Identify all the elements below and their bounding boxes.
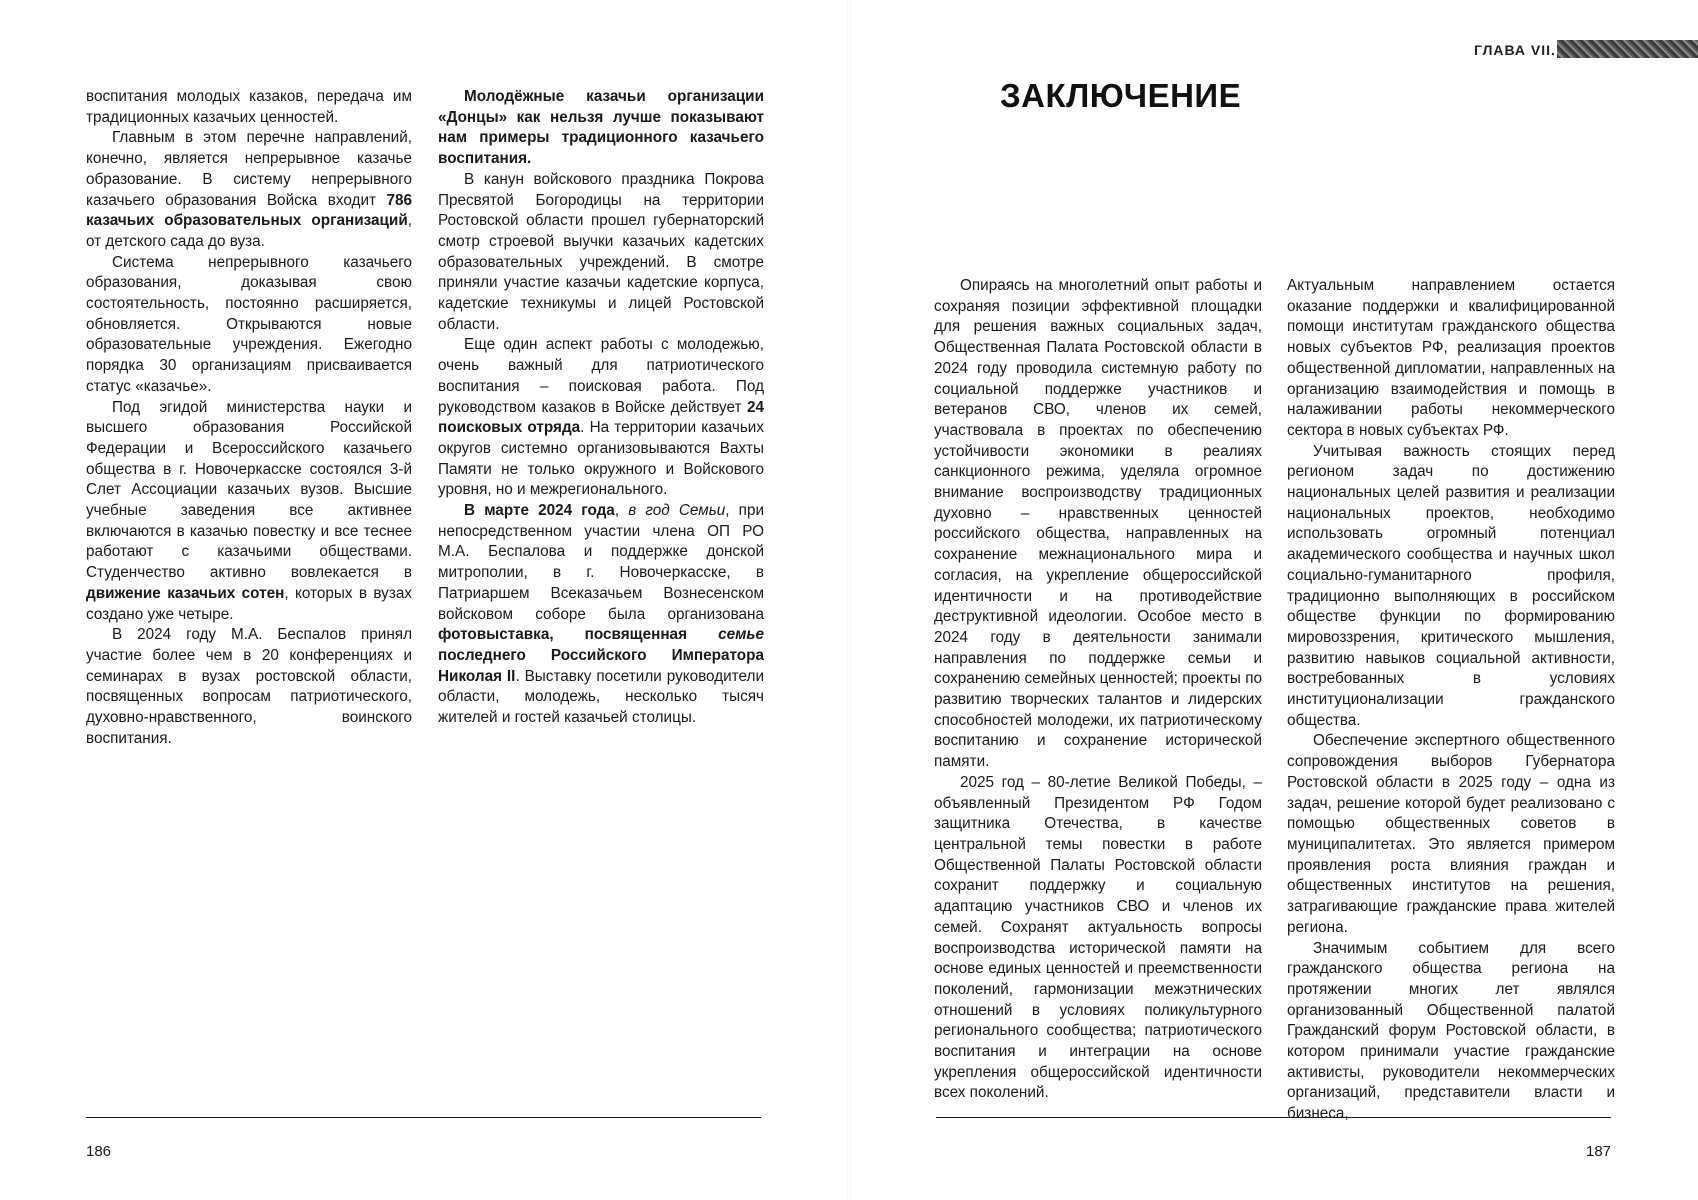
text-run: , при непосредственном участии члена ОП РО М.А. Беспалова и поддержке донской митрополии, в г. Новочеркасске, в Патриаршем Всеказачьем Вознесенском войсковом соборе была организована — [438, 502, 764, 623]
page-number-left: 186 — [86, 1143, 112, 1160]
bold-text: 24 поисковых отряда — [438, 398, 764, 437]
paragraph: Учитывая важность стоящих перед регионом задач по достижению национальных целей развития и реализации национальных проектов, необходимо использовать огромный потенциал академического сообщества и научных школ социально-гуманитарного профиля, традиционно выполняющих в российском обществе функции по формированию мировоззрения, критического мышления, развитию навыков социальной активности, востребованных в условиях институционализации гражданского общества. — [1287, 442, 1615, 729]
text-run: . На территории казачьих округов системно организовываются Вахты Памяти не только окружного и Войскового уровня, но и межрегионального. — [438, 419, 764, 499]
paragraph: Актуальным направлением остается оказание поддержки и квалифицированной помощи институтам гражданского общества новых субъектов РФ, реализация проектов общественной дипломатии, направленных на организацию взаимодействия и помощь в налаживании работы некоммерческого сектора в новых субъектах РФ. — [1287, 277, 1615, 439]
footer-rule-right — [936, 1117, 1611, 1118]
section-title: ЗАКЛЮЧЕНИЕ — [1000, 77, 1242, 114]
paragraph: Обеспечение экспертного общественного сопровождения выборов Губернатора Ростовской области в 2025 году – одна из задач, решение которой будет реализовано с помощью общественных советов в муниципалитетах. Это является примером проявления роста влияния граждан и общественных институтов на решения, затрагивающие гражданские права жителей региона. — [1287, 732, 1615, 936]
italic-text: семье — [718, 626, 764, 644]
text-run: Еще один аспект работы с молодежью, очень важный для патриотического воспитания – поисковая работа. Под руководством казаков в Войске действует — [438, 336, 764, 416]
bold-text: В марте 2024 года — [464, 502, 615, 520]
text-run: , от детского сада до вуза. — [86, 212, 412, 250]
paragraph: В 2024 году М.А. Беспалов принял участие более чем в 20 конференциях и семинарах в вузах ростовской области, посвященных вопросам патриотического, духовно-нравственного, воинского воспитания. — [86, 626, 412, 747]
paragraph: Система непрерывного казачьего образования, доказывая свою состоятельность, постоянно расширяется, обновляется. Открываются новые образовательные учреждения. Ежегодно порядка 30 организациям присваивается статус «казачье». — [86, 253, 412, 395]
bold-lead-paragraph — [438, 87, 764, 170]
left-column-1 — [86, 87, 412, 750]
text-run: . Выставку посетили руководители области, молодежь, несколько тысяч жителей и гостей казачьей столицы. — [438, 667, 764, 727]
page-number-right: 187 — [1586, 1143, 1612, 1160]
paragraph — [86, 398, 412, 626]
bold-italic-text — [718, 626, 764, 643]
paragraph — [438, 501, 764, 729]
text-run: , которых в вузах создано уже четыре. — [86, 584, 412, 623]
footer-rule-left — [86, 1117, 761, 1118]
paragraph: Значимым событием для всего гражданского общества региона на протяжении многих лет являлся организованный Общественной палатой Гражданский форум Ростовской области, в котором принимали участие гражданские активисты, руководители некоммерческих организаций, представители власти и бизнеса, — [1287, 939, 1615, 1123]
paragraph: 2025 год – 80-летие Великой Победы, – объявленный Президентом РФ Годом защитника Отечества, в качестве центральной темы повестки в работе Общественной Палаты Ростовской области сохранит поддержку и социальную адаптацию участников СВО и членов их семей. Сохранят актуальность вопросы воспроизводства исторической памяти на основе единых ценностей и преемственности поколений, гармонизации межэтнических отношений в условиях поликультурного регионального сообщества; патриотического воспитания и интеграции на основе укрепления общероссийской идентичности всех поколений. — [934, 773, 1262, 1102]
chapter-decorative-bar — [1557, 40, 1698, 58]
left-column-2 — [438, 87, 764, 729]
paragraph: Опираясь на многолетний опыт работы и сохраняя позиции эффективной площадки для решения важных социальных задач, Общественная Палата Ростовской области в 2024 году проводила системную работу по социальной поддержке участников и ветеранов СВО, членов их семей, участвовала в проектах по обеспечению устойчивости экономики в реалиях санкционного режима, уделяла огромное внимание воспроизводству традиционных духовно – нравственных ценностей российского общества, направленных на сохранение межнационального мира и согласия, на укрепление общероссийской идентичности и на противодействие деструктивной идеологии. Особое место в 2024 году в деятельности занимали направления по поддержке семьи и сохранению семейных ценностей; проекты по развитию творческих талантов и лидерских способностей молодежи, их патриотическому воспитанию и сохранение исторической памяти. — [934, 277, 1262, 771]
italic-text: в год Семьи — [628, 502, 726, 520]
chapter-label: ГЛАВА VII. — [1474, 42, 1556, 58]
text-run: Под эгидой министерства науки и высшего образования Российской Федерации и Всероссийского казачьего общества в г. Новочеркасске состоялся 3-й Слет Ассоциации казачьих вузов. Высшие учебные заведения все активнее включаются в казачью повестку и все теснее работают с казачьими обществами. Студенчество активно вовлекается в — [86, 398, 412, 582]
book-gutter — [847, 0, 851, 1200]
right-column-2 — [1287, 276, 1615, 1125]
bold-text: последнего Российского Императора Николая II — [438, 646, 764, 685]
paragraph: воспитания молодых казаков, передача им традиционных казачьих ценностей. — [86, 88, 412, 126]
bold-text: 786 казачьих образовательных организаций — [86, 191, 412, 230]
text-run: , — [614, 502, 629, 520]
bold-text: Молодёжные казачьи организации «Донцы» как нельзя лучше показывают нам примеры традиционного казачьего воспитания. — [438, 88, 764, 168]
bold-text: движение казачьих сотен — [86, 584, 285, 602]
right-column-1 — [934, 276, 1262, 1104]
paragraph — [86, 128, 412, 252]
paragraph — [438, 335, 764, 501]
bold-text: фотовыставка, посвященная — [438, 626, 719, 644]
text-run: Главным в этом перечне направлений, конечно, является непрерывное казачье образование. В систему непрерывного казачьего образования Войска входит — [86, 129, 412, 209]
paragraph: В канун войскового праздника Покрова Пресвятой Богородицы на территории Ростовской области прошел губернаторский смотр строевой выучки казачьих кадетских образовательных учреждений. В смотре приняли участие казачьи кадетские корпуса, кадетские техникумы и лицей Ростовской области. — [438, 170, 764, 333]
